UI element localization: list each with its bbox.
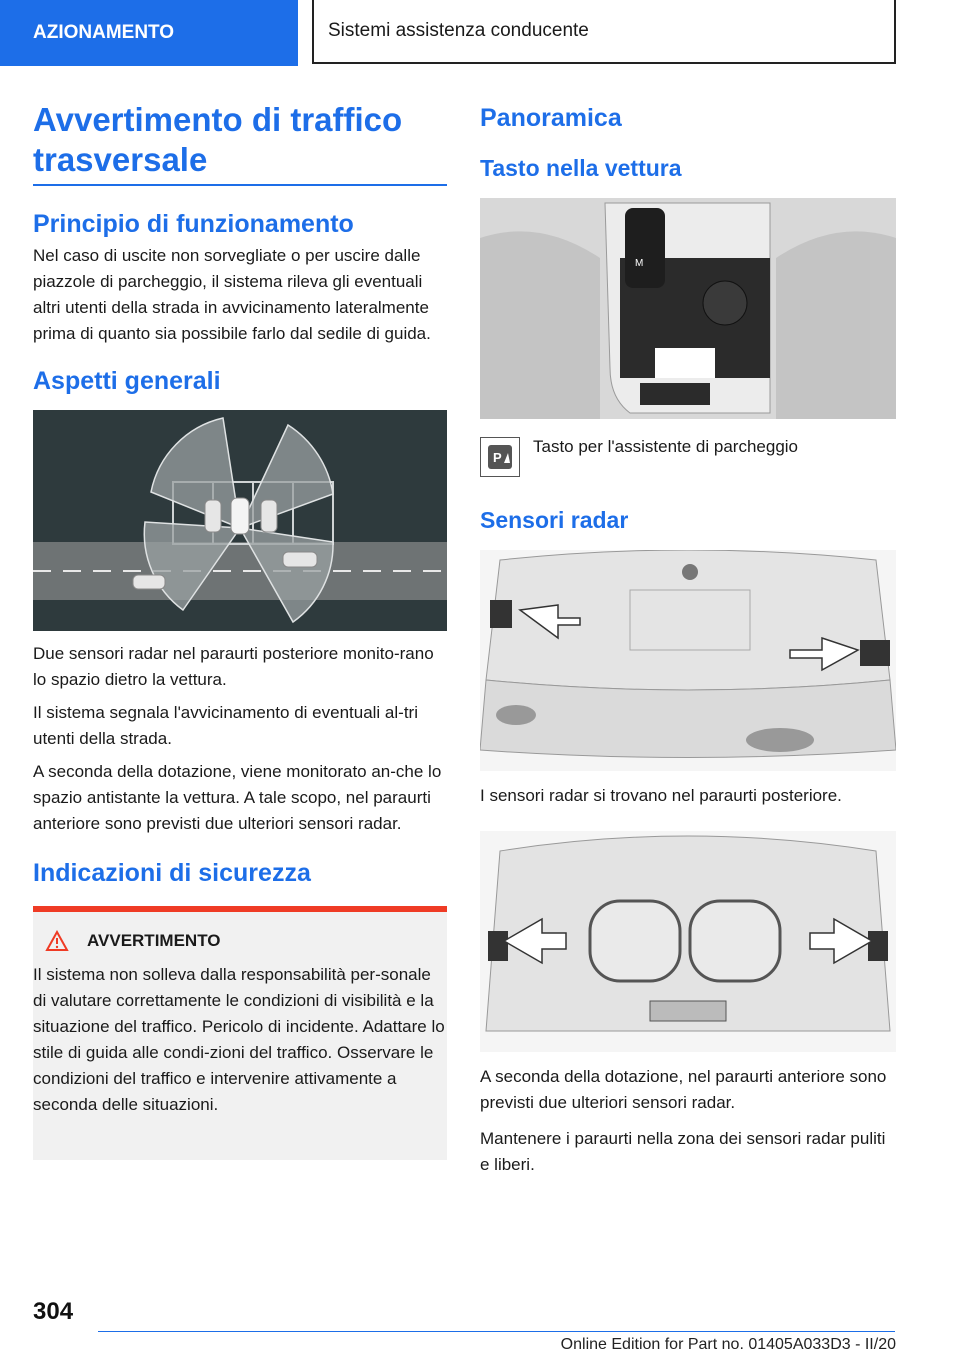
heading-button: Tasto nella vettura [480,155,682,181]
button-caption: Tasto per l'assistente di parcheggio [533,437,799,456]
svg-text:M: M [635,258,644,269]
text-radar-clean: Mantenere i paraurti nella zona dei sensori radar puliti e liberi. [480,1129,886,1174]
front-bumper-illustration [480,831,896,1052]
warning-box [33,906,447,1160]
center-console-image [480,198,896,419]
park-assist-icon [480,437,520,477]
section-tab [0,0,298,66]
cross-traffic-diagram [33,410,447,631]
section-label: AZIONAMENTO [33,22,175,43]
page-title: Avvertimento di traffico trasversale [33,100,447,186]
svg-text:P: P [493,450,502,465]
text-radar-rear: I sensori radar si trovano nel paraurti posteriore. [480,786,842,805]
right-column [480,100,896,1178]
heading-general: Aspetti generali [33,367,221,395]
chapter-label: Sistemi assistenza conducente [328,20,589,41]
page-number: 304 [33,1298,74,1325]
heading-radar: Sensori radar [480,507,629,533]
left-column [33,100,447,1160]
text-radar-front: A seconda della dotazione, nel paraurti anteriore sono previsti due ulteriori sensori radar. [480,1067,887,1112]
rear-bumper-image [480,550,896,771]
chapter-tab [312,0,896,64]
warning-bar [33,906,447,912]
warning-text: Il sistema non solleva dalla responsabilità per‐sonale di valutare correttamente le condizioni di visibilità e la situazione del traffico. Pericolo di incidente. Adattare lo stile di guida alle condi‐zioni del traffico. Osservare le condizioni del traffico e intervenire attivamente a seconda delle situazioni. [33,965,445,1114]
rear-bumper-illustration [480,550,896,771]
button-legend [480,437,896,477]
center-console-illustration [480,198,896,419]
heading-principle: Principio di funzionamento [33,210,354,238]
text-principle: Nel caso di uscite non sorvegliate o per uscire dalle piazzole di parcheggio, il sistema rileva gli eventuali altri utenti della strada in avvicinamento lateralmente prima di quanto sia possibile farlo dal sedile di guida. [33,246,431,343]
heading-overview: Panoramica [480,104,622,132]
footer-rule [98,1331,895,1332]
warning-triangle-icon [45,930,69,952]
text-general-1: Due sensori radar nel paraurti posteriore monito‐rano lo spazio dietro la vettura. [33,644,434,689]
heading-safety: Indicazioni di sicurezza [33,859,311,887]
cross-traffic-illustration [33,410,447,631]
warning-title: AVVERTIMENTO [87,931,221,950]
footer-edition: Online Edition for Part no. 01405A033D3 - II/20 [560,1336,896,1353]
park-assist-glyph [485,442,515,472]
front-bumper-image [480,831,896,1052]
text-general-3: A seconda della dotazione, viene monitorato an‐che lo spazio antistante la vettura. A tale scopo, nel paraurti anteriore sono previsti due ulteriori sensori radar. [33,762,442,833]
text-general-2: Il sistema segnala l'avvicinamento di eventuali al‐tri utenti della strada. [33,703,418,748]
